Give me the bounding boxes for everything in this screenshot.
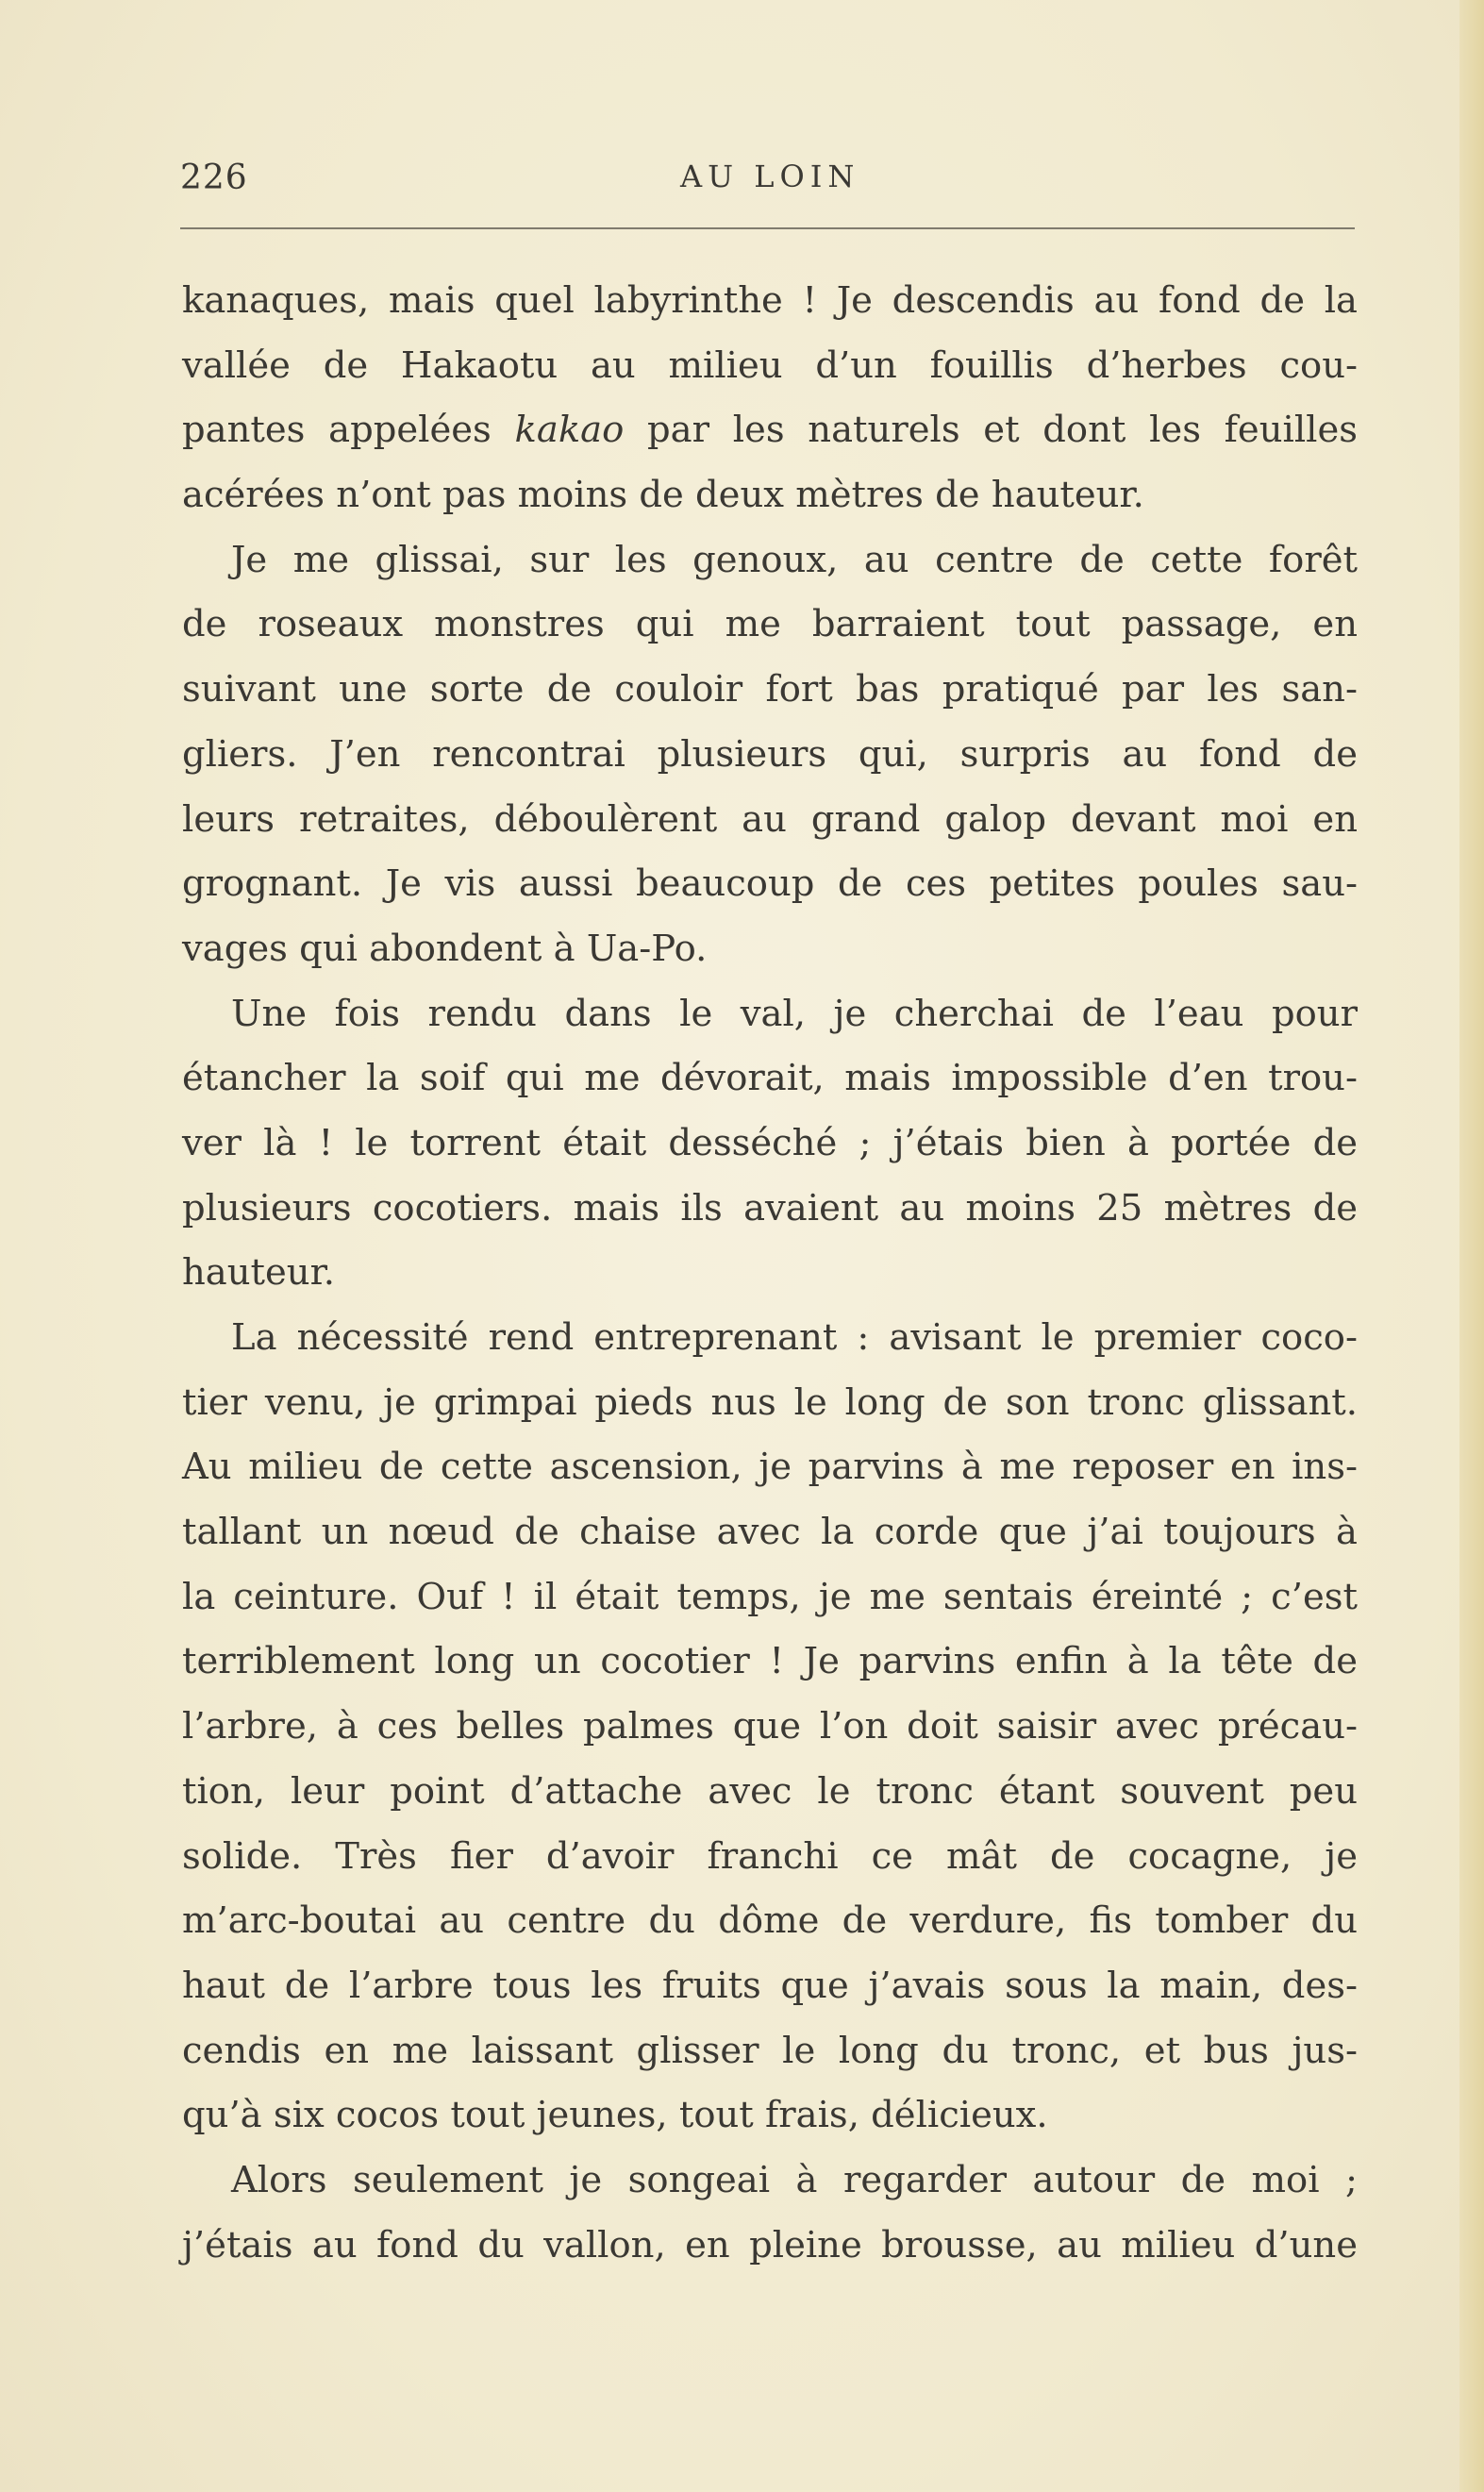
text-line: Au milieu de cette ascension, je parvins à me reposer en ins- <box>182 1446 1358 1489</box>
italic-term: kakao <box>514 409 625 452</box>
text-line: acérées n’ont pas moins de deux mètres de hauteur. <box>182 474 1144 517</box>
text-line: qu’à six cocos tout jeunes, tout frais, délicieux. <box>182 2094 1048 2137</box>
text-line: ver là ! le torrent était desséché ; j’étais bien à portée de <box>182 1121 1358 1164</box>
text-line: leurs retraites, déboulèrent au grand galop devant moi en <box>182 797 1358 841</box>
page-header <box>180 159 1355 215</box>
text-line: tier venu, je grimpai pieds nus le long de son tronc glissant. <box>182 1380 1358 1424</box>
text-line: Alors seulement je songeai à regarder autour de moi ; <box>231 2158 1358 2201</box>
text-line: tion, leur point d’attache avec le tronc étant souvent peu <box>182 1769 1358 1813</box>
text-line: gliers. J’en rencontrai plusieurs qui, surpris au fond de <box>182 732 1358 776</box>
text-line: suivant une sorte de couloir fort bas pratiqué par les san- <box>182 668 1358 711</box>
text-line: grognant. Je vis aussi beaucoup de ces petites poules sau- <box>182 862 1358 906</box>
text-line: étancher la soif qui me dévorait, mais impossible d’en trou- <box>182 1057 1358 1100</box>
text-line: j’étais au fond du vallon, en pleine brousse, au milieu d’une <box>182 2223 1358 2266</box>
text-line: vages qui abondent à Ua-Po. <box>182 927 708 970</box>
running-title: AU LOIN <box>680 159 860 194</box>
text-line: Je me glissai, sur les genoux, au centre de cette forêt <box>231 538 1358 581</box>
text-line: Une fois rendu dans le val, je cherchai de l’eau pour <box>231 992 1358 1035</box>
text-line: plusieurs cocotiers. mais ils avaient au moins 25 mètres de <box>182 1186 1358 1229</box>
text-line: vallée de Hakaotu au milieu d’un fouillis d’herbes cou- <box>182 343 1358 387</box>
text-line: la ceinture. Ouf ! il était temps, je me sentais éreinté ; c’est <box>182 1575 1358 1618</box>
text-line: cendis en me laissant glisser le long du tronc, et bus jus- <box>182 2029 1358 2072</box>
body-text <box>182 269 1358 2278</box>
page-number: 226 <box>180 159 248 197</box>
text-line: terriblement long un cocotier ! Je parvins enfin à la tête de <box>182 1640 1358 1683</box>
text-line: l’arbre, à ces belles palmes que l’on doit saisir avec précau- <box>182 1705 1358 1748</box>
text-line: tallant un nœud de chaise avec la corde que j’ai toujours à <box>182 1511 1358 1554</box>
text-line: de roseaux monstres qui me barraient tout passage, en <box>182 603 1358 646</box>
text-line: solide. Très fier d’avoir franchi ce mât de cocagne, je <box>182 1834 1358 1878</box>
text-line: m’arc-boutai au centre du dôme de verdure, fis tomber du <box>182 1899 1358 1943</box>
page-edge <box>1459 0 1484 2492</box>
header-rule <box>180 227 1355 229</box>
text-line: La nécessité rend entreprenant : avisant le premier coco- <box>231 1316 1358 1359</box>
text-line: pantes appelées kakao par les naturels et dont les feuilles <box>182 409 1358 452</box>
text-line: haut de l’arbre tous les fruits que j’avais sous la main, des- <box>182 1964 1358 2007</box>
text-line: kanaques, mais quel labyrinthe ! Je descendis au fond de la <box>182 279 1358 322</box>
text-line: hauteur. <box>182 1251 336 1295</box>
